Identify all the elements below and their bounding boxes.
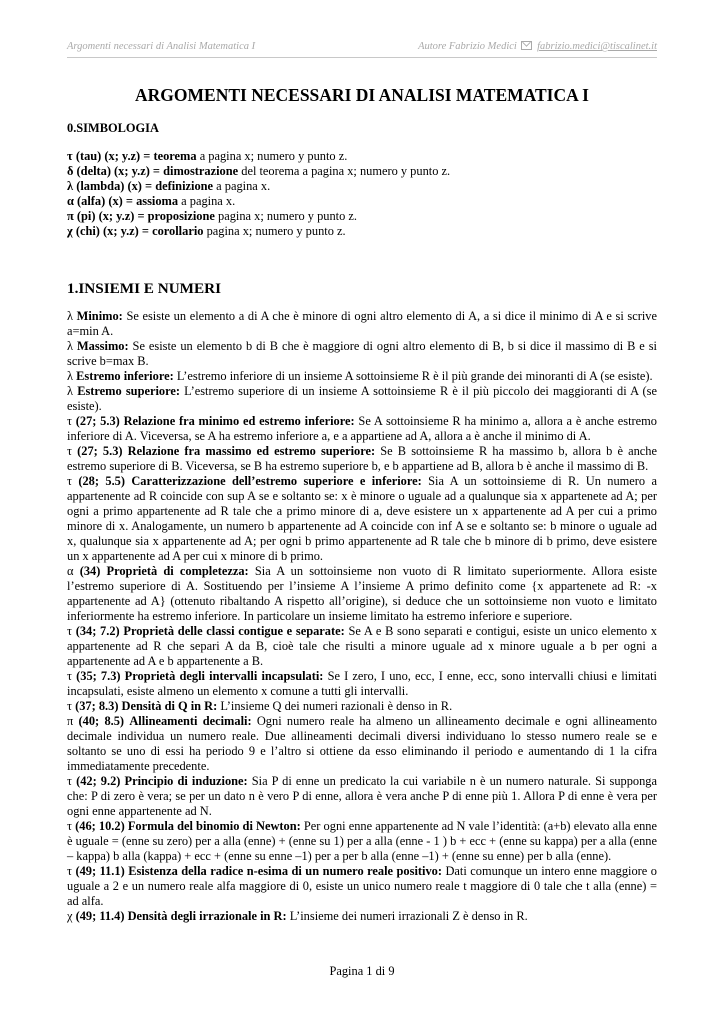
header-author	[418, 41, 657, 52]
corollary-paragraph: χ (49; 11.4) Densità degli irrazionale in R: L’insieme dei numeri irrazionali Z è denso in R.	[67, 909, 528, 923]
legend-item: α (alfa) (x) = assioma a pagina x.	[67, 194, 236, 208]
definition-paragraph: λ Estremo inferiore: L’estremo inferiore di un insieme A sottoinsieme R è il più grande dei minoranti di A (se esiste).	[67, 369, 653, 383]
proposition-paragraph: π (40; 8.5) Allineamenti decimali: Ogni numero reale ha almeno un allineamento decimale e ogni allineamento decimale individua un numero reale. Due allineamenti decimali diversi individuano lo stesso numero reale se e soltanto se uno di essi ha periodo 9 e l’altro si ottiene da esso eliminando il periodo e aumentando di 1 la cifra immediatamente precedente.	[67, 714, 657, 773]
axiom-paragraph: α (34) Proprietà di completezza: Sia A un sottoinsieme non vuoto di R limitato superiormente. Allora esiste l’estremo superiore di A. Sostituendo per l’insieme A l’insieme A primo definito come {x appartenete ad R: -x appartenente ad A} (ottenuto ribaltando A rispetto all’origine), si deduce che un sottoinsieme non vuoto e limitato inferiormente ha estremo inferiore. In particolare un insieme limitato ha estremo inferiore e superiore.	[67, 564, 657, 623]
page-number: Pagina 1 di 9	[329, 964, 395, 978]
theorem-paragraph: τ (35; 7.3) Proprietà degli intervalli incapsulati: Se I zero, I uno, ecc, I enne, ecc, sono intervalli chiusi e limitati incapsulati, esiste almeno un elemento x comune a tutti gli intervalli.	[67, 669, 657, 698]
envelope-icon	[521, 41, 532, 50]
theorem-paragraph: τ (37; 8.3) Densità di Q in R: L’insieme Q dei numeri razionali è denso in R.	[67, 699, 453, 713]
legend-item: π (pi) (x; y.z) = proposizione pagina x; numero y punto z.	[67, 209, 358, 223]
symbol-legend	[67, 149, 657, 239]
legend-item: χ (chi) (x; y.z) = corollario pagina x; numero y punto z.	[67, 224, 346, 238]
theorem-paragraph: τ (49; 11.1) Esistenza della radice n-esima di un numero reale positivo: Dati comunque un intero enne maggiore o uguale a 2 e un numero reale alfa maggiore di 0, esiste un unico numero reale t maggiore di 0 tale che t alla (enne) = ad alfa.	[67, 864, 657, 908]
running-header	[67, 41, 657, 57]
header-doc-title: Argomenti necessari di Analisi Matematica I	[67, 41, 256, 52]
theorem-paragraph: τ (27; 5.3) Relazione fra massimo ed estremo superiore: Se B sottoinsieme R ha massimo b, allora b è anche estremo superiore di B. Viceversa, se B ha estremo superiore b, e b appartiene ad B, allora b è anche il massimo di B.	[67, 444, 657, 473]
theorem-paragraph: τ (34; 7.2) Proprietà delle classi contigue e separate: Se A e B sono separati e contigui, esiste un unico elemento x appartenente ad R che separi A da B, cioè tale che risulti a minore uguale ad x minore uguale a b per ogni a appartenente ad A e b appartenente a B.	[67, 624, 657, 668]
definition-paragraph: λ Estremo superiore: L’estremo superiore di un insieme A sottoinsieme R è il più piccolo dei maggioranti di A (se esiste).	[67, 384, 658, 413]
section-body	[67, 309, 657, 924]
definition-paragraph: λ Minimo: Se esiste un elemento a di A che è minore di ogni altro elemento di A, a si dice il minimo di A e si scrive a=min A.	[67, 309, 657, 338]
theorem-paragraph: τ (27; 5.3) Relazione fra minimo ed estremo inferiore: Se A sottoinsieme R ha minimo a, allora a è anche estremo inferiore di A. Viceversa, se A ha estremo inferiore a, e a appartiene ad A, allora a è anche il minimo di A.	[67, 414, 657, 443]
section-heading-simbologia: 0.SIMBOLOGIA	[67, 121, 159, 135]
theorem-paragraph: τ (42; 9.2) Principio di induzione: Sia P di enne un predicato la cui variabile n è un numero naturale. Si supponga che: P di zero è vera; se per un dato n è vero P di enne, allora è vera anche P di enne più 1. Allora P di enne è vera per ogni enne appartenente ad N.	[67, 774, 657, 818]
section-heading-insiemi-e-numeri: 1.INSIEMI E NUMERI	[67, 280, 222, 297]
legend-item: δ (delta) (x; y.z) = dimostrazione del teorema a pagina x; numero y punto z.	[67, 164, 451, 178]
header-author-name: Autore Fabrizio Medici	[418, 41, 517, 52]
theorem-paragraph: τ (46; 10.2) Formula del binomio di Newton: Per ogni enne appartenente ad N vale l’identità: (a+b) elevato alla enne è uguale = (enne su zero) per a alla (enne) + (enne su 1) per a alla (enne - 1 ) b + ecc + (enne su kappa) per a alla (enne – kappa) b alla (kappa) + ecc + (enne su enne –1) per a per b alla (enne –1) + (enne su enne) per b alla (enne).	[67, 819, 658, 863]
legend-item: λ (lambda) (x) = definizione a pagina x.	[67, 179, 271, 193]
author-email-link[interactable]: fabrizio.medici@tiscalinet.it	[537, 41, 657, 52]
legend-item: τ (tau) (x; y.z) = teorema a pagina x; numero y punto z.	[67, 149, 348, 163]
document-title: ARGOMENTI NECESSARI DI ANALISI MATEMATICA I	[135, 85, 589, 105]
definition-paragraph: λ Massimo: Se esiste un elemento b di B che è maggiore di ogni altro elemento di B, b si dice il massimo di B e si scrive b=max B.	[67, 339, 657, 368]
header-divider	[67, 57, 657, 58]
theorem-paragraph: τ (28; 5.5) Caratterizzazione dell’estremo superiore e inferiore: Sia A un sottoinsieme di R. Un numero a appartenente ad R coincide con sup A se e soltanto se: x è minore o uguale ad a qualunque sia x appartenete ad A; per ogni a primo appartenente ad R tale che a primo minore di a, deve esistere un x appartenente ad A per cui a primo minore di x. Analogamente, un numero b appartenente ad A coincide con inf A se e soltanto se: b minore o uguale ad x, qualunque sia x appartenente ad A; per ogni b primo appartenente ad R tale che b minore di b primo, deve esistere un x appartenente ad A per cui x minore di b primo.	[67, 474, 657, 563]
